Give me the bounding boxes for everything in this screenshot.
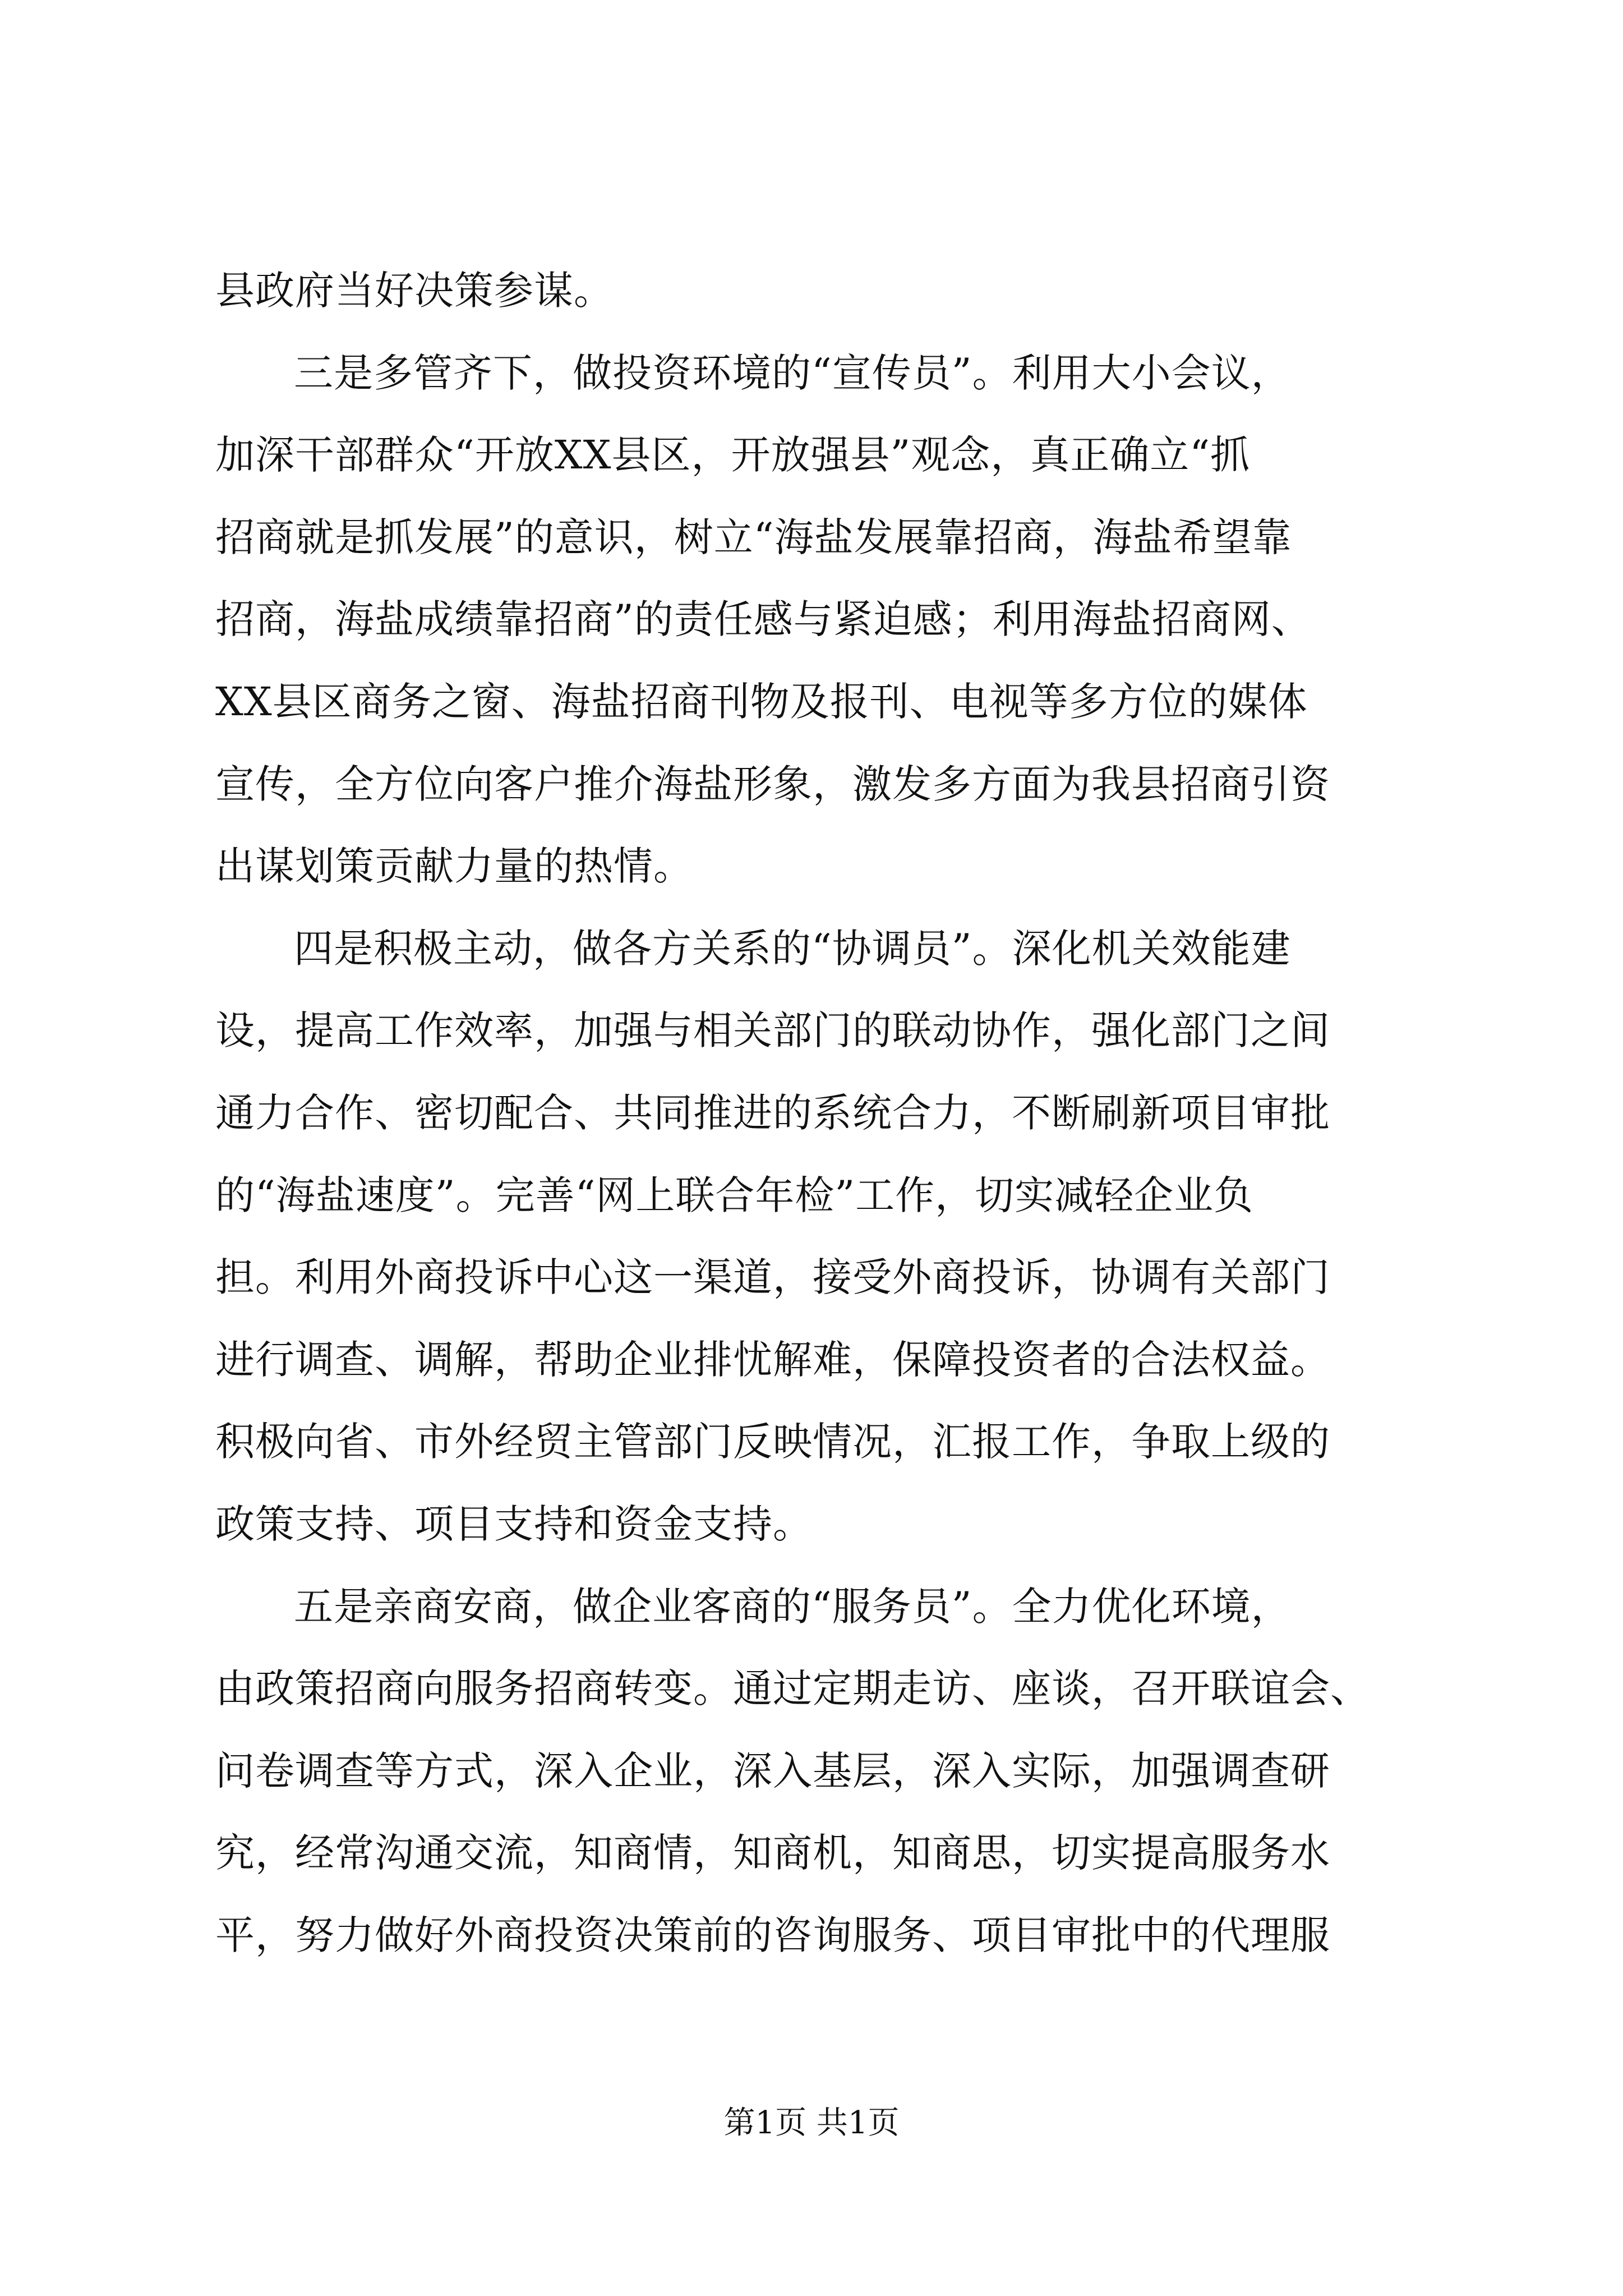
text-line: 县政府当好决策参谋。 (215, 268, 614, 314)
document-body (215, 250, 1424, 1976)
text-line: 设，提高工作效率，加强与相关部门的联动协作，强化部门之间 (215, 1007, 1330, 1054)
text-line: 宣传，全方位向客户推介海盐形象，激发多方面为我县招商引资 (215, 761, 1330, 807)
page-number-footer: 第1页 共1页 (723, 2105, 900, 2141)
text-line: 出谋划策贡献力量的热情。 (215, 843, 693, 890)
paragraph-five-start: 五是亲商安商，做企业客商的“服务员”。全力优化环境， (294, 1583, 1291, 1630)
text-line: 究，经常沟通交流，知商情，知商机，知商思，切实提高服务水 (215, 1830, 1330, 1876)
text-line: 问卷调查等方式，深入企业，深入基层，深入实际，加强调查研 (215, 1747, 1330, 1794)
text-line: 政策支持、项目支持和资金支持。 (215, 1501, 813, 1547)
text-line: 积极向省、市外经贸主管部门反映情况，汇报工作，争取上级的 (215, 1419, 1330, 1465)
text-line: 平，努力做好外商投资决策前的咨询服务、项目审批中的代理服 (215, 1912, 1330, 1958)
text-line: 由政策招商向服务招商转变。通过定期走访、座谈，召开联谊会、 (215, 1665, 1370, 1712)
text-line: 的“海盐速度”。完善“网上联合年检”工作，切实减轻企业负 (215, 1172, 1254, 1218)
paragraph-four-start: 四是积极主动，做各方关系的“协调员”。深化机关效能建 (294, 925, 1291, 972)
text-line: 招商，海盐成绩靠招商”的责任感与紧迫感；利用海盐招商网、 (215, 596, 1311, 643)
text-line: 招商就是抓发展”的意识，树立“海盐发展靠招商，海盐希望靠 (215, 514, 1292, 560)
text-line: 进行调查、调解，帮助企业排忧解难，保障投资者的合法权益。 (215, 1336, 1330, 1383)
text-line: XX县区商务之窗、海盐招商刊物及报刊、电视等多方位的媒体 (215, 678, 1308, 725)
text-line: 担。利用外商投诉中心这一渠道，接受外商投诉，协调有关部门 (215, 1254, 1330, 1301)
paragraph-three-start: 三是多管齐下，做投资环境的“宣传员”。利用大小会议， (294, 349, 1291, 396)
text-line: 加深干部群众“开放XX县区，开放强县”观念，真正确立“抓 (215, 432, 1251, 478)
text-line: 通力合作、密切配合、共同推进的系统合力，不断刷新项目审批 (215, 1089, 1330, 1136)
